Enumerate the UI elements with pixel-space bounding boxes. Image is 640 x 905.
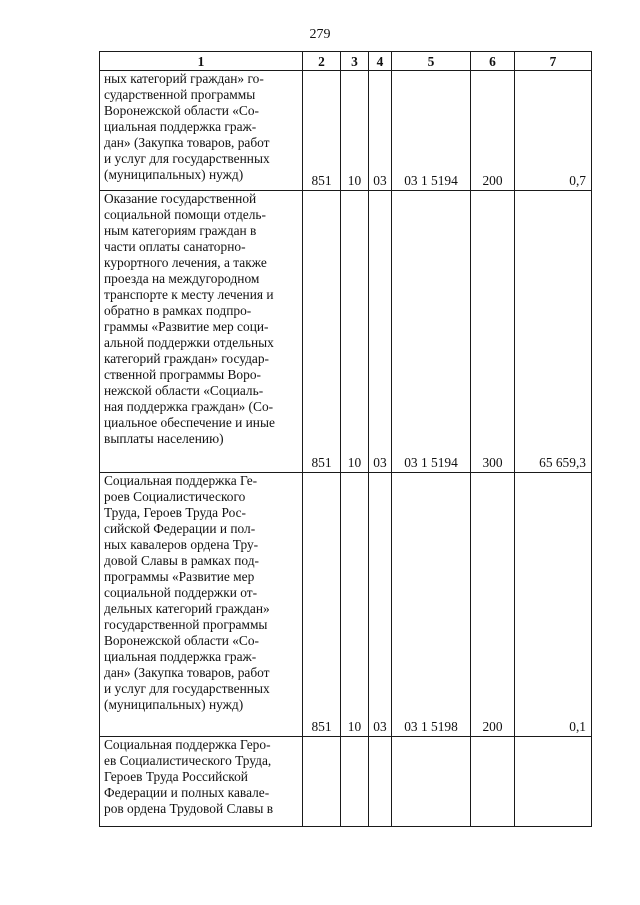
description-line: государственной программы [104,617,268,632]
pr-code-cell [369,737,392,827]
pr-code-cell: 03 [369,71,392,191]
table-row [100,473,592,737]
description-line: нежской области «Социаль- [104,383,264,398]
description-line: проезда на междугородном [104,271,260,286]
description-line: части оплаты санаторно- [104,239,246,254]
description-cell [100,473,303,737]
description-line: социальной поддержки от- [104,585,258,600]
description-line: курортного лечения, а также [104,255,267,270]
description-line: ров ордена Трудовой Славы в [104,801,274,816]
description-line: и услуг для государственных [104,681,270,696]
csr-code-cell: 03 1 5198 [392,473,471,737]
gr-code-cell [303,737,341,827]
description-cell [100,191,303,473]
description-line: Героев Труда Российской [104,769,248,784]
description-line: выплаты населению) [104,431,224,446]
description-line: (муниципальных) нужд) [104,697,244,712]
description-line: социальной помощи отдель- [104,207,266,222]
description-line: Социальная поддержка Ге- [104,473,258,488]
column-header-6: 6 [471,52,515,71]
gr-code-cell: 851 [303,473,341,737]
rz-code-cell: 10 [341,191,369,473]
pr-code-cell: 03 [369,473,392,737]
amount-cell: 0,1 [515,473,592,737]
description-line: транспорте к месту лечения и [104,287,274,302]
csr-code-cell: 03 1 5194 [392,71,471,191]
table-row [100,737,592,827]
csr-code-cell [392,737,471,827]
table-row [100,191,592,473]
rz-code-cell [341,737,369,827]
description-line: (муниципальных) нужд) [104,167,244,182]
column-header-7: 7 [515,52,592,71]
rz-code-cell: 10 [341,473,369,737]
description-line: обратно в рамках подпро- [104,303,252,318]
description-line: циальная поддержка граж- [104,119,257,134]
description-line: программы «Развитие мер [104,569,255,584]
budget-table [99,51,592,827]
column-header-4: 4 [369,52,392,71]
description-line: дан» (Закупка товаров, работ [104,135,270,150]
description-line: ных кавалеров ордена Тру- [104,537,259,552]
column-header-3: 3 [341,52,369,71]
description-line: довой Славы в рамках под- [104,553,259,568]
table-row [100,71,592,191]
column-header-2: 2 [303,52,341,71]
description-line: Труда, Героев Труда Рос- [104,505,247,520]
description-line: категорий граждан» государ- [104,351,269,366]
description-line: циальная поддержка граж- [104,649,257,664]
description-line: дельных категорий граждан» [104,601,270,616]
description-line: Социальная поддержка Геро- [104,737,271,752]
description-line: ная поддержка граждан» (Со- [104,399,274,414]
column-header-1: 1 [100,52,303,71]
vr-code-cell [471,737,515,827]
description-line: Воронежской области «Со- [104,103,260,118]
column-header-5: 5 [392,52,471,71]
page-number: 279 [309,27,331,42]
description-line: граммы «Развитие мер соци- [104,319,269,334]
description-line: Федерации и полных кавале- [104,785,270,800]
description-line: Воронежской области «Со- [104,633,260,648]
vr-code-cell: 300 [471,191,515,473]
description-line: и услуг для государственных [104,151,270,166]
amount-cell: 0,7 [515,71,592,191]
vr-code-cell: 200 [471,71,515,191]
amount-cell: 65 659,3 [515,191,592,473]
vr-code-cell: 200 [471,473,515,737]
description-line: ных категорий граждан» го- [104,71,264,86]
csr-code-cell: 03 1 5194 [392,191,471,473]
description-line: Оказание государственной [104,191,257,206]
description-line: ев Социалистического Труда, [104,753,272,768]
amount-cell [515,737,592,827]
description-cell [100,737,303,827]
description-line: сударственной программы [104,87,256,102]
description-line: дан» (Закупка товаров, работ [104,665,270,680]
header-row [100,52,592,71]
description-line: сийской Федерации и пол- [104,521,256,536]
description-cell [100,71,303,191]
description-line: ным категориям граждан в [104,223,257,238]
gr-code-cell: 851 [303,71,341,191]
description-line: циальное обеспечение и иные [104,415,275,430]
gr-code-cell: 851 [303,191,341,473]
description-line: альной поддержки отдельных [104,335,274,350]
pr-code-cell: 03 [369,191,392,473]
description-line: ственной программы Воро- [104,367,261,382]
description-line: роев Социалистического [104,489,246,504]
rz-code-cell: 10 [341,71,369,191]
